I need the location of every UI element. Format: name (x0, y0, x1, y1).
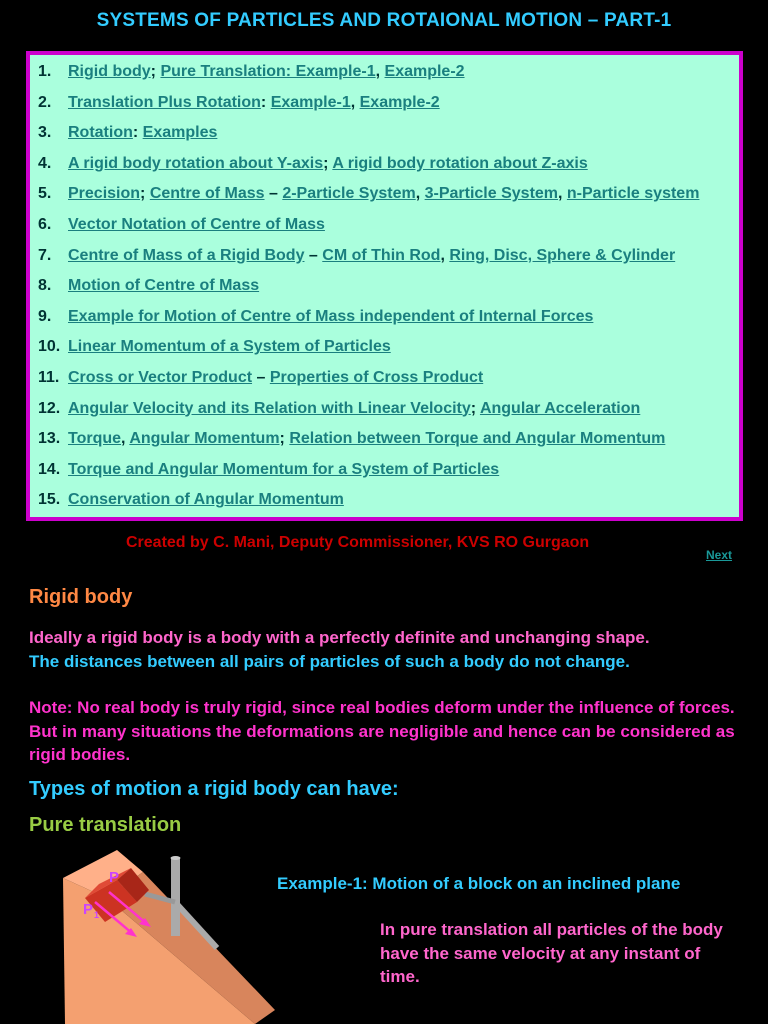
pure-translation-heading: Pure translation (29, 814, 182, 836)
toc-link[interactable]: n-Particle system (566, 185, 700, 203)
toc-item (38, 120, 739, 151)
toc-separator: ; (279, 430, 290, 448)
toc-item (38, 212, 739, 243)
toc-link[interactable]: Angular Velocity and its Relation with Linear Velocity (68, 399, 471, 417)
toc-link[interactable]: Relation between Torque and Angular Momentum (289, 430, 666, 448)
definition-line-2: The distances between all pairs of particles of such a body do not change. (29, 652, 630, 671)
toc-link[interactable]: Torque and Angular Momentum for a System of Particles (68, 460, 500, 478)
toc-item-number: 6. (38, 215, 52, 233)
toc-item (38, 181, 739, 212)
toc-link[interactable]: Centre of Mass of a Rigid Body (68, 246, 305, 264)
types-of-motion-heading: Types of motion a rigid body can have: (29, 778, 399, 800)
toc-link[interactable]: Angular Acceleration (479, 399, 641, 417)
toc-item (38, 487, 739, 518)
toc-link[interactable]: Motion of Centre of Mass (68, 277, 260, 295)
toc-separator: : (132, 124, 143, 142)
toc-item-number: 11. (38, 368, 60, 386)
label-p2: P (109, 869, 120, 886)
label-p1: P (83, 901, 94, 918)
stand-pole-top (171, 856, 181, 860)
toc-item (38, 59, 739, 90)
toc-item (38, 304, 739, 335)
toc-link[interactable]: Ring, Disc, Sphere & Cylinder (449, 246, 676, 264)
example-1-caption: Example-1: Motion of a block on an inclined plane (277, 874, 681, 893)
toc-item (38, 334, 739, 365)
next-link[interactable]: Next (706, 548, 733, 562)
table-of-contents (26, 51, 743, 521)
toc-separator: – (264, 185, 283, 203)
toc-separator: , (440, 246, 450, 264)
toc-link[interactable]: A rigid body rotation about Y-axis (68, 154, 324, 172)
toc-link[interactable]: Example-1 (270, 93, 351, 111)
toc-separator: : (260, 93, 271, 111)
toc-item-number: 7. (38, 246, 52, 264)
toc-link[interactable]: Rigid body (68, 63, 151, 80)
toc-separator: , (121, 430, 130, 448)
toc-item (38, 457, 739, 488)
rigid-body-note: Note: No real body is truly rigid, since real bodies deform under the influence of forces. But in many situations the deformations are negligible and hence can be considered as rigid bodies. (29, 698, 735, 764)
toc-item-number: 12. (38, 399, 61, 417)
toc-item-number: 10. (38, 338, 61, 356)
toc-link[interactable]: Precision (68, 185, 141, 203)
stand-pole (171, 858, 180, 936)
rigid-body-heading: Rigid body (29, 586, 133, 608)
toc-item (38, 426, 739, 457)
toc-link[interactable]: Translation Plus Rotation (68, 93, 261, 111)
toc-link[interactable]: Centre of Mass (149, 185, 265, 203)
toc-separator: , (558, 185, 567, 203)
toc-separator: ; (323, 154, 333, 172)
toc-item-number: 4. (38, 154, 52, 172)
toc-list (38, 59, 739, 518)
toc-separator: , (350, 93, 360, 111)
toc-separator: ; (150, 63, 161, 80)
toc-link[interactable]: Examples (142, 124, 218, 142)
rigid-body-definition (29, 626, 749, 674)
toc-item-number: 2. (38, 93, 52, 111)
toc-item-number: 3. (38, 124, 52, 142)
toc-link[interactable]: 2-Particle System (282, 185, 416, 203)
toc-link[interactable]: Linear Momentum of a System of Particles (68, 338, 391, 356)
toc-link[interactable]: Properties of Cross Product (269, 368, 484, 386)
toc-link[interactable]: A rigid body rotation about Z-axis (332, 154, 588, 172)
toc-item (38, 151, 739, 182)
toc-link[interactable]: Example-2 (359, 93, 440, 111)
toc-separator: , (415, 185, 425, 203)
page-title: SYSTEMS OF PARTICLES AND ROTAIONAL MOTION – PART-1 (96, 10, 672, 31)
toc-link[interactable]: Pure Translation: Example-1 (160, 63, 376, 80)
toc-link[interactable]: Example for Motion of Centre of Mass independent of Internal Forces (68, 307, 594, 325)
toc-link[interactable]: Rotation (68, 124, 133, 142)
toc-separator: ; (140, 185, 150, 203)
pure-translation-note: In pure translation all particles of the body have the same velocity at any instant of time. (380, 920, 723, 986)
toc-link[interactable]: Cross or Vector Product (68, 368, 253, 386)
toc-item (38, 243, 739, 274)
toc-link[interactable]: CM of Thin Rod (322, 246, 441, 264)
label-p1-subscript: 1 (94, 910, 100, 920)
toc-item (38, 396, 739, 427)
inclined-plane-figure (55, 850, 275, 1024)
author-credit: Created by C. Mani, Deputy Commissioner, KVS RO Gurgaon (126, 534, 590, 551)
toc-link[interactable]: Example-2 (384, 63, 465, 80)
toc-item (38, 365, 739, 396)
toc-item-number: 14. (38, 460, 61, 478)
toc-separator: , (375, 63, 385, 80)
toc-link[interactable]: Conservation of Angular Momentum (68, 491, 344, 509)
toc-item-number: 9. (38, 307, 52, 325)
toc-link[interactable]: Angular Momentum (129, 430, 280, 448)
toc-item-number: 15. (38, 491, 61, 509)
toc-item-number: 13. (38, 430, 61, 448)
toc-link[interactable]: 3-Particle System (424, 185, 559, 203)
toc-separator: – (304, 246, 323, 264)
toc-item-number: 5. (38, 185, 52, 203)
definition-line-1: Ideally a rigid body is a body with a perfectly definite and unchanging shape. (29, 628, 650, 647)
toc-item (38, 90, 739, 121)
toc-link[interactable]: Vector Notation of Centre of Mass (68, 215, 325, 233)
toc-item-number: 1. (38, 63, 52, 80)
toc-separator: – (252, 368, 270, 386)
toc-item-number: 8. (38, 277, 52, 295)
toc-item (38, 273, 739, 304)
toc-link[interactable]: Torque (68, 430, 122, 448)
toc-separator: ; (470, 399, 480, 417)
